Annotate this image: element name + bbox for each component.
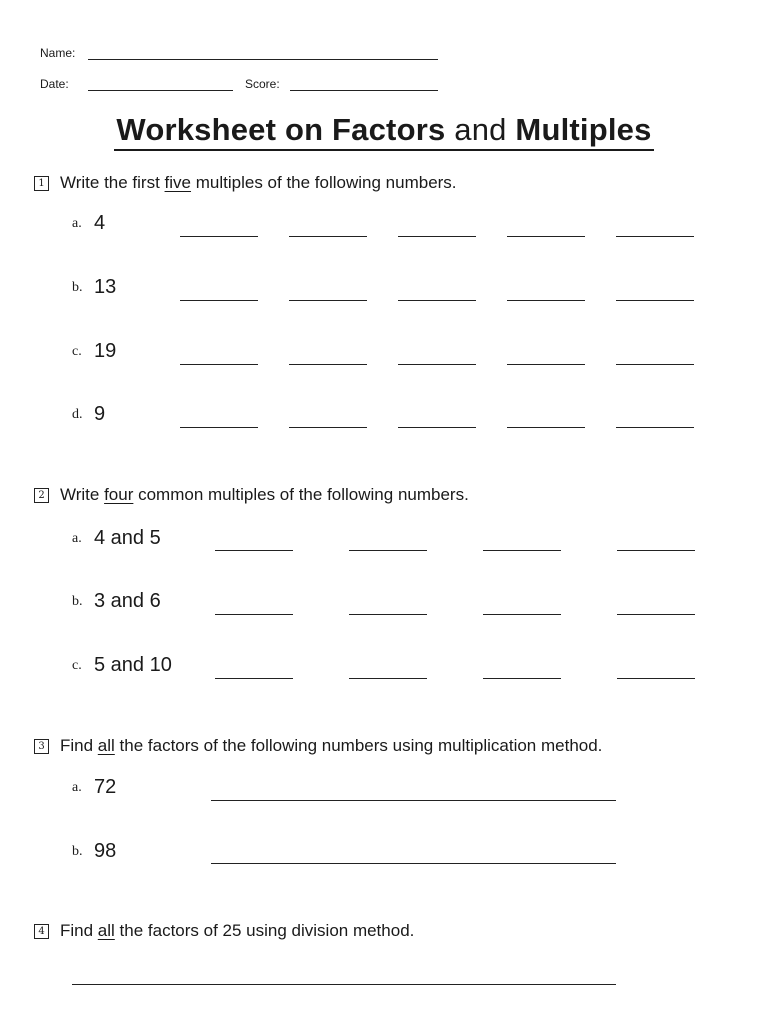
q2-item-c-letter: c. — [72, 658, 82, 673]
q2-a-blank-3[interactable] — [483, 550, 561, 551]
q1-b-blank-5[interactable] — [616, 300, 694, 301]
q1-d-blank-5[interactable] — [616, 427, 694, 428]
q1-a-blank-3[interactable] — [398, 236, 476, 237]
q1-b-blank-2[interactable] — [289, 300, 367, 301]
q3-item-a-value: 72 — [94, 776, 117, 798]
title-part-3: Multiples — [515, 112, 652, 147]
q1-a-blank-5[interactable] — [616, 236, 694, 237]
q3-item-a-letter: a. — [72, 780, 82, 795]
q3-text-before: Find — [60, 736, 98, 755]
q1-d-blank-4[interactable] — [507, 427, 585, 428]
q3-a-answer-line[interactable] — [211, 800, 616, 801]
q1-text-before: Write the first — [60, 173, 165, 192]
q3-item-b-value: 98 — [94, 840, 117, 862]
question-4-text — [60, 921, 414, 941]
q3-b-answer-line[interactable] — [211, 863, 616, 864]
q2-b-blank-4[interactable] — [617, 614, 695, 615]
q2-a-blank-4[interactable] — [617, 550, 695, 551]
q1-c-blank-1[interactable] — [180, 364, 258, 365]
q1-text-after: multiples of the following numbers. — [191, 173, 457, 192]
question-4-number: 4 — [34, 924, 49, 939]
page-title — [0, 112, 768, 151]
q4-text-before: Find — [60, 921, 98, 940]
q4-text-emphasis: all — [97, 921, 115, 940]
q2-b-blank-3[interactable] — [483, 614, 561, 615]
q1-d-blank-1[interactable] — [180, 427, 258, 428]
score-field[interactable] — [290, 90, 438, 91]
date-field[interactable] — [88, 90, 233, 91]
q1-d-blank-3[interactable] — [398, 427, 476, 428]
q4-text-after: the factors of 25 using division method. — [114, 921, 415, 940]
name-label: Name: — [40, 46, 76, 60]
q2-c-blank-2[interactable] — [349, 678, 427, 679]
q1-b-blank-3[interactable] — [398, 300, 476, 301]
question-2-number: 2 — [34, 488, 49, 503]
q2-b-blank-2[interactable] — [349, 614, 427, 615]
q3-item-b-letter: b. — [72, 844, 83, 859]
q1-a-blank-4[interactable] — [507, 236, 585, 237]
q2-c-blank-3[interactable] — [483, 678, 561, 679]
q1-item-b-letter: b. — [72, 280, 83, 295]
q1-item-a-value: 4 — [94, 212, 106, 234]
q1-c-blank-5[interactable] — [616, 364, 694, 365]
q1-item-d-value: 9 — [94, 403, 106, 425]
date-label: Date: — [40, 77, 69, 91]
q1-c-blank-3[interactable] — [398, 364, 476, 365]
q2-a-blank-2[interactable] — [349, 550, 427, 551]
q2-c-blank-4[interactable] — [617, 678, 695, 679]
q1-a-blank-2[interactable] — [289, 236, 367, 237]
q2-text-emphasis: four — [104, 485, 134, 504]
question-2-text — [60, 485, 469, 505]
question-1-text — [60, 173, 457, 193]
title-part-2: and — [454, 112, 507, 147]
q1-item-c-value: 19 — [94, 340, 117, 362]
question-1-number: 1 — [34, 176, 49, 191]
q2-item-c-value: 5 and 10 — [94, 654, 172, 676]
q2-item-b-letter: b. — [72, 594, 83, 609]
q2-c-blank-1[interactable] — [215, 678, 293, 679]
q1-d-blank-2[interactable] — [289, 427, 367, 428]
q2-item-b-value: 3 and 6 — [94, 590, 161, 612]
q2-text-after: common multiples of the following numbers. — [133, 485, 469, 504]
q1-item-a-letter: a. — [72, 216, 82, 231]
score-label: Score: — [245, 77, 280, 91]
q2-item-a-value: 4 and 5 — [94, 527, 161, 549]
q3-text-emphasis: all — [97, 736, 115, 755]
q3-text-after: the factors of the following numbers using multiplication method. — [114, 736, 603, 755]
question-3-text — [60, 736, 602, 756]
question-3-number: 3 — [34, 739, 49, 754]
q1-text-emphasis: five — [164, 173, 192, 192]
q1-a-blank-1[interactable] — [180, 236, 258, 237]
q2-text-before: Write — [60, 485, 105, 504]
q2-b-blank-1[interactable] — [215, 614, 293, 615]
q1-item-b-value: 13 — [94, 276, 117, 298]
q1-c-blank-2[interactable] — [289, 364, 367, 365]
title-part-1: Worksheet on Factors — [116, 112, 446, 147]
name-field[interactable] — [88, 59, 438, 60]
q2-item-a-letter: a. — [72, 531, 82, 546]
q1-item-d-letter: d. — [72, 407, 83, 422]
q1-b-blank-4[interactable] — [507, 300, 585, 301]
q1-b-blank-1[interactable] — [180, 300, 258, 301]
q2-a-blank-1[interactable] — [215, 550, 293, 551]
q1-c-blank-4[interactable] — [507, 364, 585, 365]
q1-item-c-letter: c. — [72, 344, 82, 359]
q4-answer-line[interactable] — [72, 984, 616, 985]
